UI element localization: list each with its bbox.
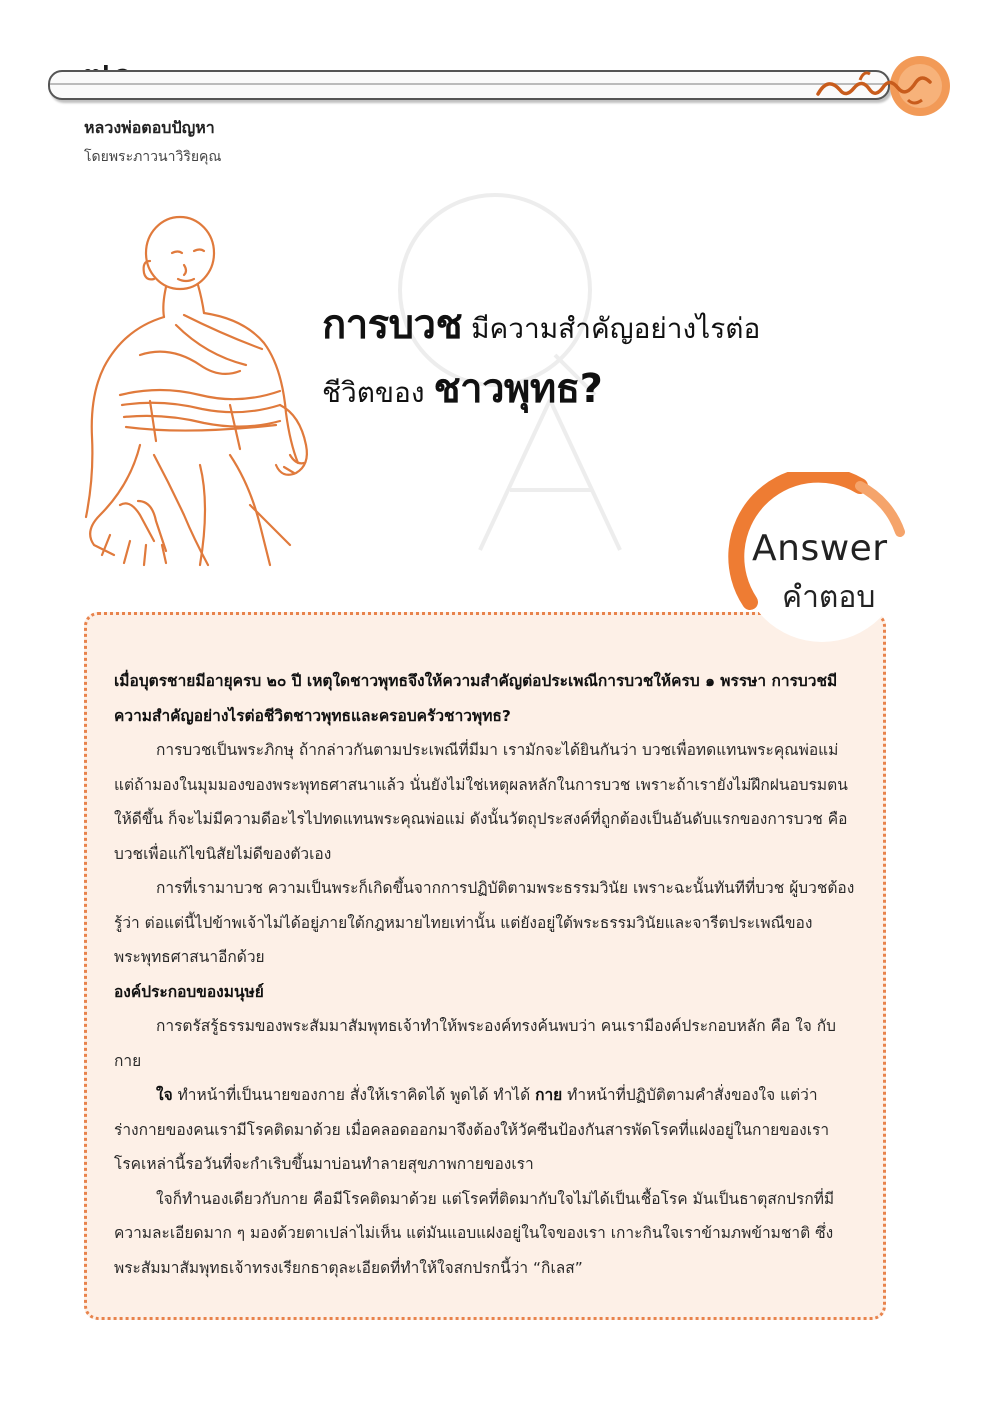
paragraph: การที่เรามาบวช ความเป็นพระก็เกิดขึ้นจากการปฏิบัติตามพระธรรมวินัย เพราะฉะนั้นทันทีที่บวช ผู้บวชต้องรู้ว่า ต่อแต่นี้ไปข้าพเจ้าไม่ได้อยู่ภายใต้กฎหมายไทยเท่านั้น แต่ยังอยู่ใต้พระธรรมวินัยและจารีตประเพณีของพระพุทธศาสนาอีกด้วย	[114, 879, 855, 966]
question-headline-line2	[322, 356, 602, 420]
paragraph: การบวชเป็นพระภิกษุ ถ้ากล่าวกันตามประเพณีที่มีมา เรามักจะได้ยินกันว่า บวชเพื่อทดแทนพระคุณพ่อแม่ แต่ถ้ามองในมุมมองของพระพุทธศาสนาแล้ว นั่นยังไม่ใช่เหตุผลหลักในการบวช เพราะถ้าเรายังไม่ฝึกฝนอบรมตนให้ดีขึ้น ก็จะไม่มีความดีอะไรไปทดแทนพระคุณพ่อแม่ ดังนั้นวัตถุประสงค์ที่ถูกต้องเป็นอันดับแรกของการบวช คือ บวชเพื่อแก้ไขนิสัยไม่ดีของตัวเอง	[114, 741, 848, 863]
keyword-body: กาย	[535, 1086, 563, 1104]
keyword-mind: ใจ	[156, 1086, 173, 1104]
subheading: องค์ประกอบของมนุษย์	[114, 982, 264, 1001]
author-line: โดยพระภาวนาวิริยคุณ	[84, 149, 222, 165]
paragraph-text: ทำหน้าที่ปฏิบัติตามคำสั่งของใจ แต่ว่าร่างกายของคนเรามีโรคติดมาด้วย เมื่อคลอดออกมาจึงต้องให้วัคซีนป้องกันสารพัดโรคที่แฝงอยู่ในกายของเรา โรคเหล่านี้รอวันที่จะกำเริบขึ้นมาบ่อนทำลายสุขภาพกายของเรา	[114, 1086, 830, 1173]
magazine-logo	[808, 50, 958, 122]
headline-text: มีความสำคัญอย่างไรต่อ	[462, 312, 761, 345]
paragraph: ใจก็ทำนองเดียวกับกาย คือมีโรคติดมาด้วย แต่โรคที่ติดมากับใจไม่ได้เป็นเชื้อโรค มันเป็นธาตุสกปรกที่มีความละเอียดมาก ๆ มองด้วยตาเปล่าไม่เห็น แต่มันแอบแฝงอยู่ในใจของเรา เกาะกินใจเราข้ามภพข้ามชาติ ซึ่งพระสัมมาสัมพุทธเจ้าทรงเรียกธาตุละเอียดที่ทำให้ใจสกปรกนี้ว่า “กิเลส”	[114, 1189, 835, 1277]
reader-question: เมื่อบุตรชายมีอายุครบ ๒๐ ปี เหตุใดชาวพุทธจึงให้ความสำคัญต่อประเพณีการบวชให้ครบ ๑ พรรษา การบวชมีความสำคัญอย่างไรต่อชีวิตชาวพุทธและครอบครัวชาวพุทธ?	[114, 672, 838, 725]
headline-keyword-buddhists: ชาวพุทธ?	[433, 366, 603, 412]
answer-body	[114, 664, 860, 1285]
headline-keyword-ordination: การบวช	[322, 302, 463, 348]
answer-label-en: Answer	[752, 528, 888, 569]
monk-illustration	[80, 205, 325, 575]
headline-text: ชีวิตของ	[322, 376, 434, 409]
paragraph	[114, 1078, 860, 1182]
paragraph: การตรัสรู้ธรรมของพระสัมมาสัมพุทธเจ้าทำให้พระองค์ทรงค้นพบว่า คนเรามีองค์ประกอบหลัก คือ ใจ กับ กาย	[114, 1017, 837, 1070]
paragraph-text: ทำหน้าที่เป็นนายของกาย สั่งให้เราคิดได้ พูดได้ ทำได้	[172, 1086, 536, 1104]
header-rule	[48, 70, 890, 100]
question-headline-line1	[322, 292, 760, 356]
section-title: หลวงพ่อตอบปัญหา	[84, 118, 215, 137]
answer-label-th: คำตอบ	[782, 580, 876, 615]
